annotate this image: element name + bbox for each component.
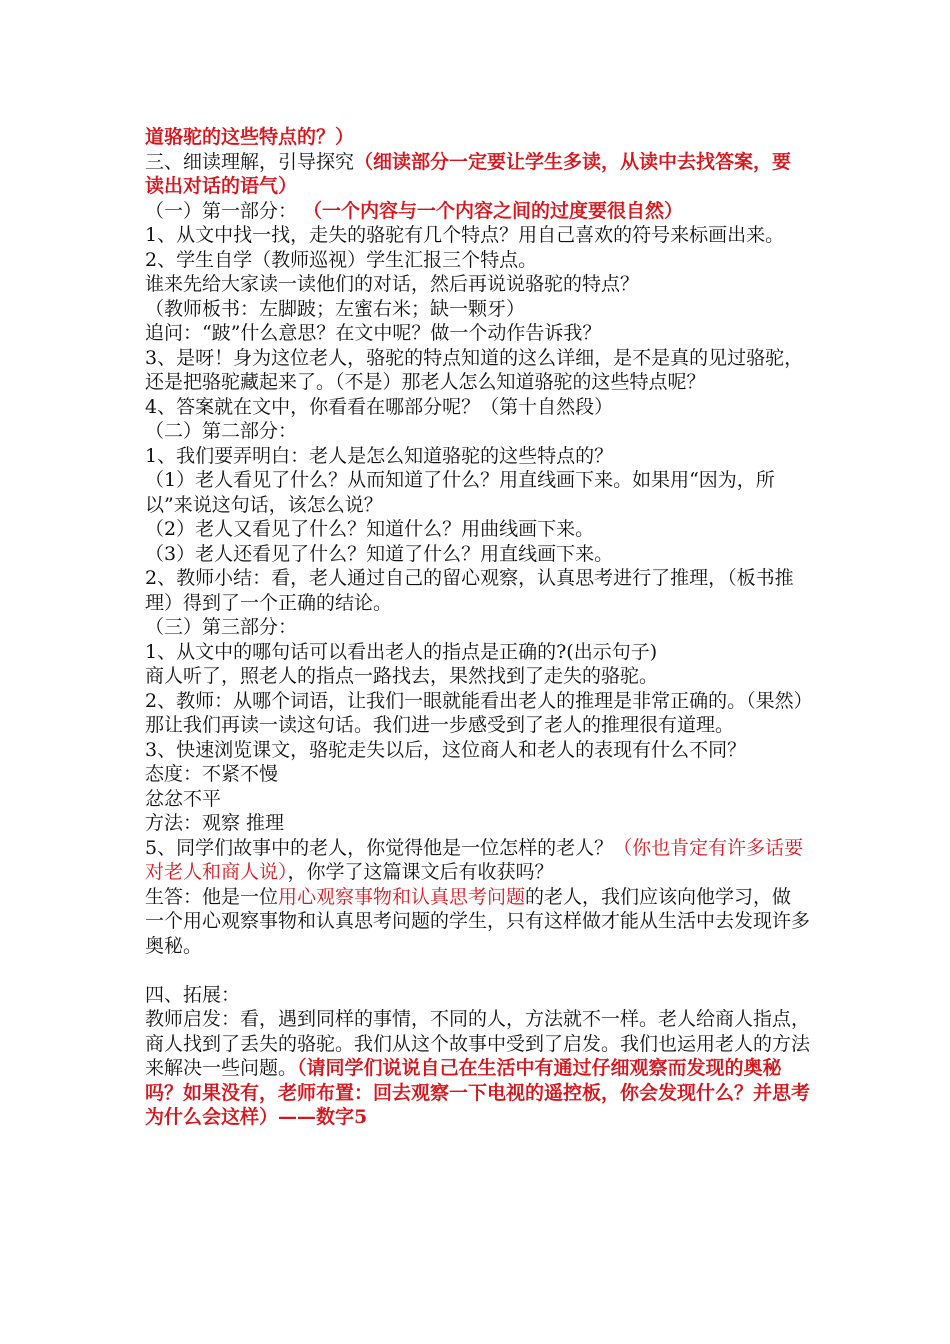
text-run: 2、教师：从哪个词语，让我们一眼就能看出老人的推理是非常正确的。（果然）那让我们再读一读这句话。我们进一步感受到了老人的推理很有道理。 [145, 689, 804, 736]
paragraph [145, 885, 810, 959]
paragraph [145, 762, 810, 787]
text-run: 态度：不紧不慢 [145, 763, 279, 785]
text-run: 四、拓展： [145, 983, 241, 1006]
text-run: 1、我们要弄明白：老人是怎么知道骆驼的这些特点的？ [145, 444, 614, 467]
paragraph [145, 1007, 810, 1130]
paragraph [145, 321, 810, 346]
paragraph [145, 248, 810, 273]
text-run: （三）第三部分： [145, 616, 298, 638]
paragraph [145, 468, 810, 517]
text-run: （教师板书：左脚跛；左蜜右米；缺一颗牙） [145, 297, 526, 320]
paragraph [145, 615, 810, 640]
highlighted-text: （细读部分一定要让学生多读，从读中去找答案，要读出对话的语气） [145, 150, 792, 197]
text-run: 2、学生自学（教师巡视）学生汇报三个特点。 [145, 248, 538, 271]
paragraph [145, 836, 810, 885]
paragraph [145, 566, 810, 615]
paragraph [145, 444, 810, 469]
text-run: 谁来先给大家读一读他们的对话，然后再说说骆驼的特点？ [145, 273, 640, 295]
text-run: 1、从文中找一找，走失的骆驼有几个特点？用自己喜欢的符号来标画出来。 [145, 224, 785, 246]
text-run: 追问：“跛”什么意思？在文中呢？做一个动作告诉我？ [145, 322, 602, 344]
highlighted-text: （一个内容与一个内容之间的过度要很自然） [303, 199, 684, 222]
text-run: 忿忿不平 [145, 787, 222, 810]
highlighted-text: （你也肯定有许多话要对老人和商人说） [145, 836, 804, 883]
text-run: 1、从文中的哪句话可以看出老人的指点是正确的?(出示句子) [145, 640, 658, 663]
text-run: （一）第一部分： [145, 199, 304, 222]
text-run: 3、是呀！身为这位老人，骆驼的特点知道的这么详细，是不是真的见过骆驼，还是把骆驼藏起来了。（不是）那老人怎么知道骆驼的这些特点呢？ [145, 346, 804, 393]
paragraph [145, 542, 810, 567]
paragraph [145, 419, 810, 444]
paragraph [145, 787, 810, 812]
text-run: 2、教师小结：看，老人通过自己的留心观察，认真思考进行了推理，（板书推理）得到了一个正确的结论。 [145, 567, 794, 614]
text-run: 5、同学们故事中的老人，你觉得他是一位怎样的老人？ [145, 836, 614, 859]
paragraph [145, 811, 810, 836]
text-run: （3）老人还看见了什么？知道了什么？用直线画下来。 [145, 542, 614, 565]
paragraph [145, 272, 810, 297]
text-run: （1）老人看见了什么？从而知道了什么？用直线画下来。如果用“因为，所以”来说这句话，该怎么说？ [145, 469, 775, 516]
paragraph [145, 640, 810, 665]
text-run: 方法：观察 推理 [145, 812, 285, 834]
text-run: ，你学了这篇课文后有收获吗？ [287, 861, 554, 883]
paragraph [145, 125, 810, 150]
paragraph [145, 689, 810, 738]
paragraph [145, 223, 810, 248]
paragraph [145, 517, 810, 542]
text-run: 三、细读理解，引导探究 [145, 150, 355, 173]
blank-line [145, 958, 810, 983]
text-run: 生答：他是一位 [145, 885, 279, 908]
paragraph [145, 297, 810, 322]
text-run: （二）第二部分： [145, 420, 298, 442]
paragraph [145, 664, 810, 689]
lesson-plan-text [145, 125, 810, 1130]
paragraph [145, 150, 810, 199]
text-run: 商人听了，照老人的指点一路找去，果然找到了走失的骆驼。 [145, 665, 659, 687]
paragraph [145, 983, 810, 1008]
text-run: 3、快速浏览课文，骆驼走失以后，这位商人和老人的表现有什么不同？ [145, 738, 747, 761]
highlighted-text: 道骆驼的这些特点的？） [145, 126, 355, 148]
highlighted-text: 用心观察事物和认真思考问题 [278, 885, 526, 908]
paragraph [145, 738, 810, 763]
text-run: 的老人，我们应该向他学习，做一个用心观察事物和认真思考问题的学生，只有这样做才能从生活中去发现许多奥秘。 [145, 885, 811, 957]
paragraph [145, 199, 810, 224]
text-run: （2）老人又看见了什么？知道什么？用曲线画下来。 [145, 518, 595, 540]
paragraph [145, 395, 810, 420]
text-run: 教师启发：看，遇到同样的事情，不同的人，方法就不一样。老人给商人指点，商人找到了丢失的骆驼。我们从这个故事中受到了启发。我们也运用老人的方法来解决一些问题。 [145, 1008, 811, 1079]
paragraph [145, 346, 810, 395]
text-run: 4、答案就在文中，你看看在哪部分呢？（第十自然段） [145, 395, 614, 418]
highlighted-text: （请同学们说说自己在生活中有通过仔细观察而发现的奥秘吗？如果没有，老师布置：回去观察一下电视的遥控板，你会发现什么？并思考为什么会这样）——数字5 [145, 1057, 811, 1128]
